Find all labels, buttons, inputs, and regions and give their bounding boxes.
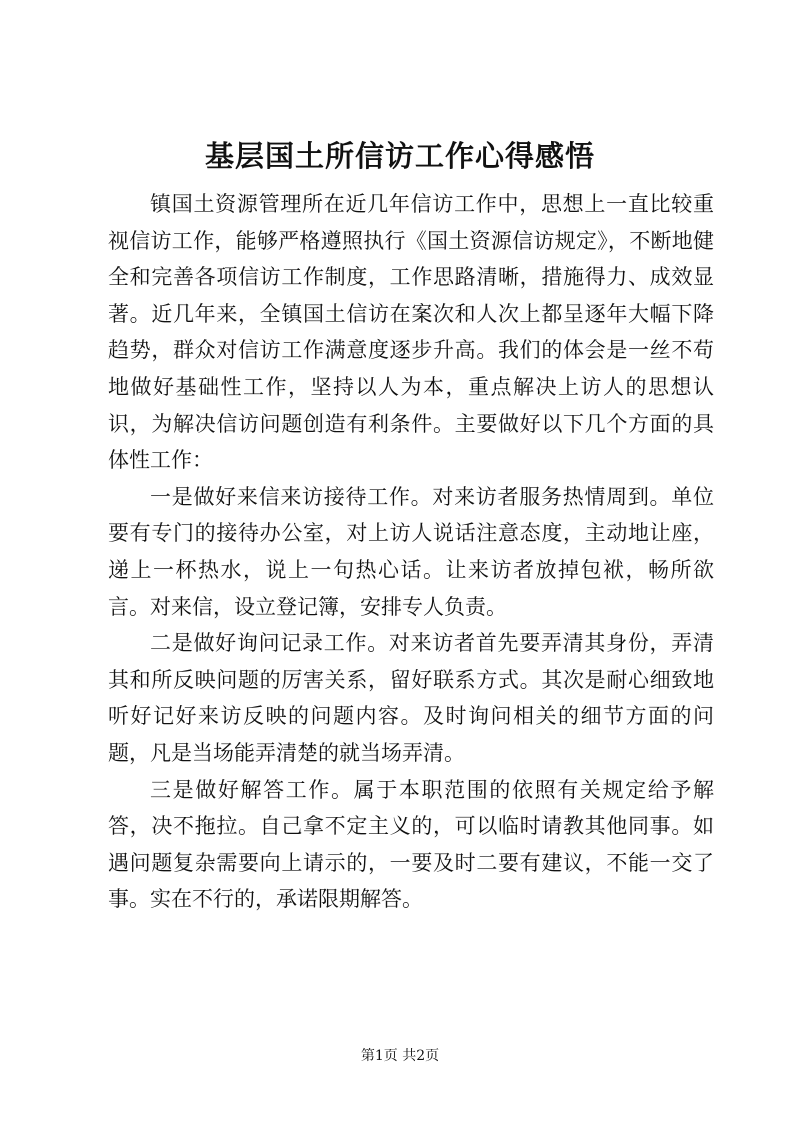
paragraph-intro: 镇国土资源管理所在近几年信访工作中，思想上一直比较重视信访工作，能够严格遵照执行《国土资源信访规定》，不断地健全和完善各项信访工作制度，工作思路清晰，措施得力、成效显著。近几年来，全镇国土信访在案次和人次上都呈逐年大幅下降趋势，群众对信访工作满意度逐步升高。我们的体会是一丝不苟地做好基础性工作，坚持以人为本，重点解决上访人的思想认识，为解决信访问题创造有利条件。主要做好以下几个方面的具体性工作： bbox=[108, 192, 714, 473]
paragraph-inquiry-record: 二是做好询问记录工作。对来访者首先要弄清其身份，弄清其和所反映问题的厉害关系，留好联系方式。其次是耐心细致地听好记好来访反映的问题内容。及时询问相关的细节方面的问题，凡是当场能弄清楚的就当场弄清。 bbox=[108, 631, 714, 765]
page-number-footer: 第1页 共2页 bbox=[360, 1048, 440, 1064]
paragraph-reception: 一是做好来信来访接待工作。对来访者服务热情周到。单位要有专门的接待办公室，对上访人说话注意态度，主动地让座，递上一杯热水，说上一句热心话。让来访者放掉包袱，畅所欲言。对来信，设立登记簿，安排专人负责。 bbox=[108, 484, 714, 619]
document-title: 基层国土所信访工作心得感悟 bbox=[204, 139, 595, 173]
paragraph-answering: 三是做好解答工作。属于本职范围的依照有关规定给予解答，决不拖拉。自己拿不定主义的，可以临时请教其他同事。如遇问题复杂需要向上请示的，一要及时二要有建议，不能一交了事。实在不行的，承诺限期解答。 bbox=[108, 777, 714, 912]
document-body bbox=[108, 186, 714, 918]
